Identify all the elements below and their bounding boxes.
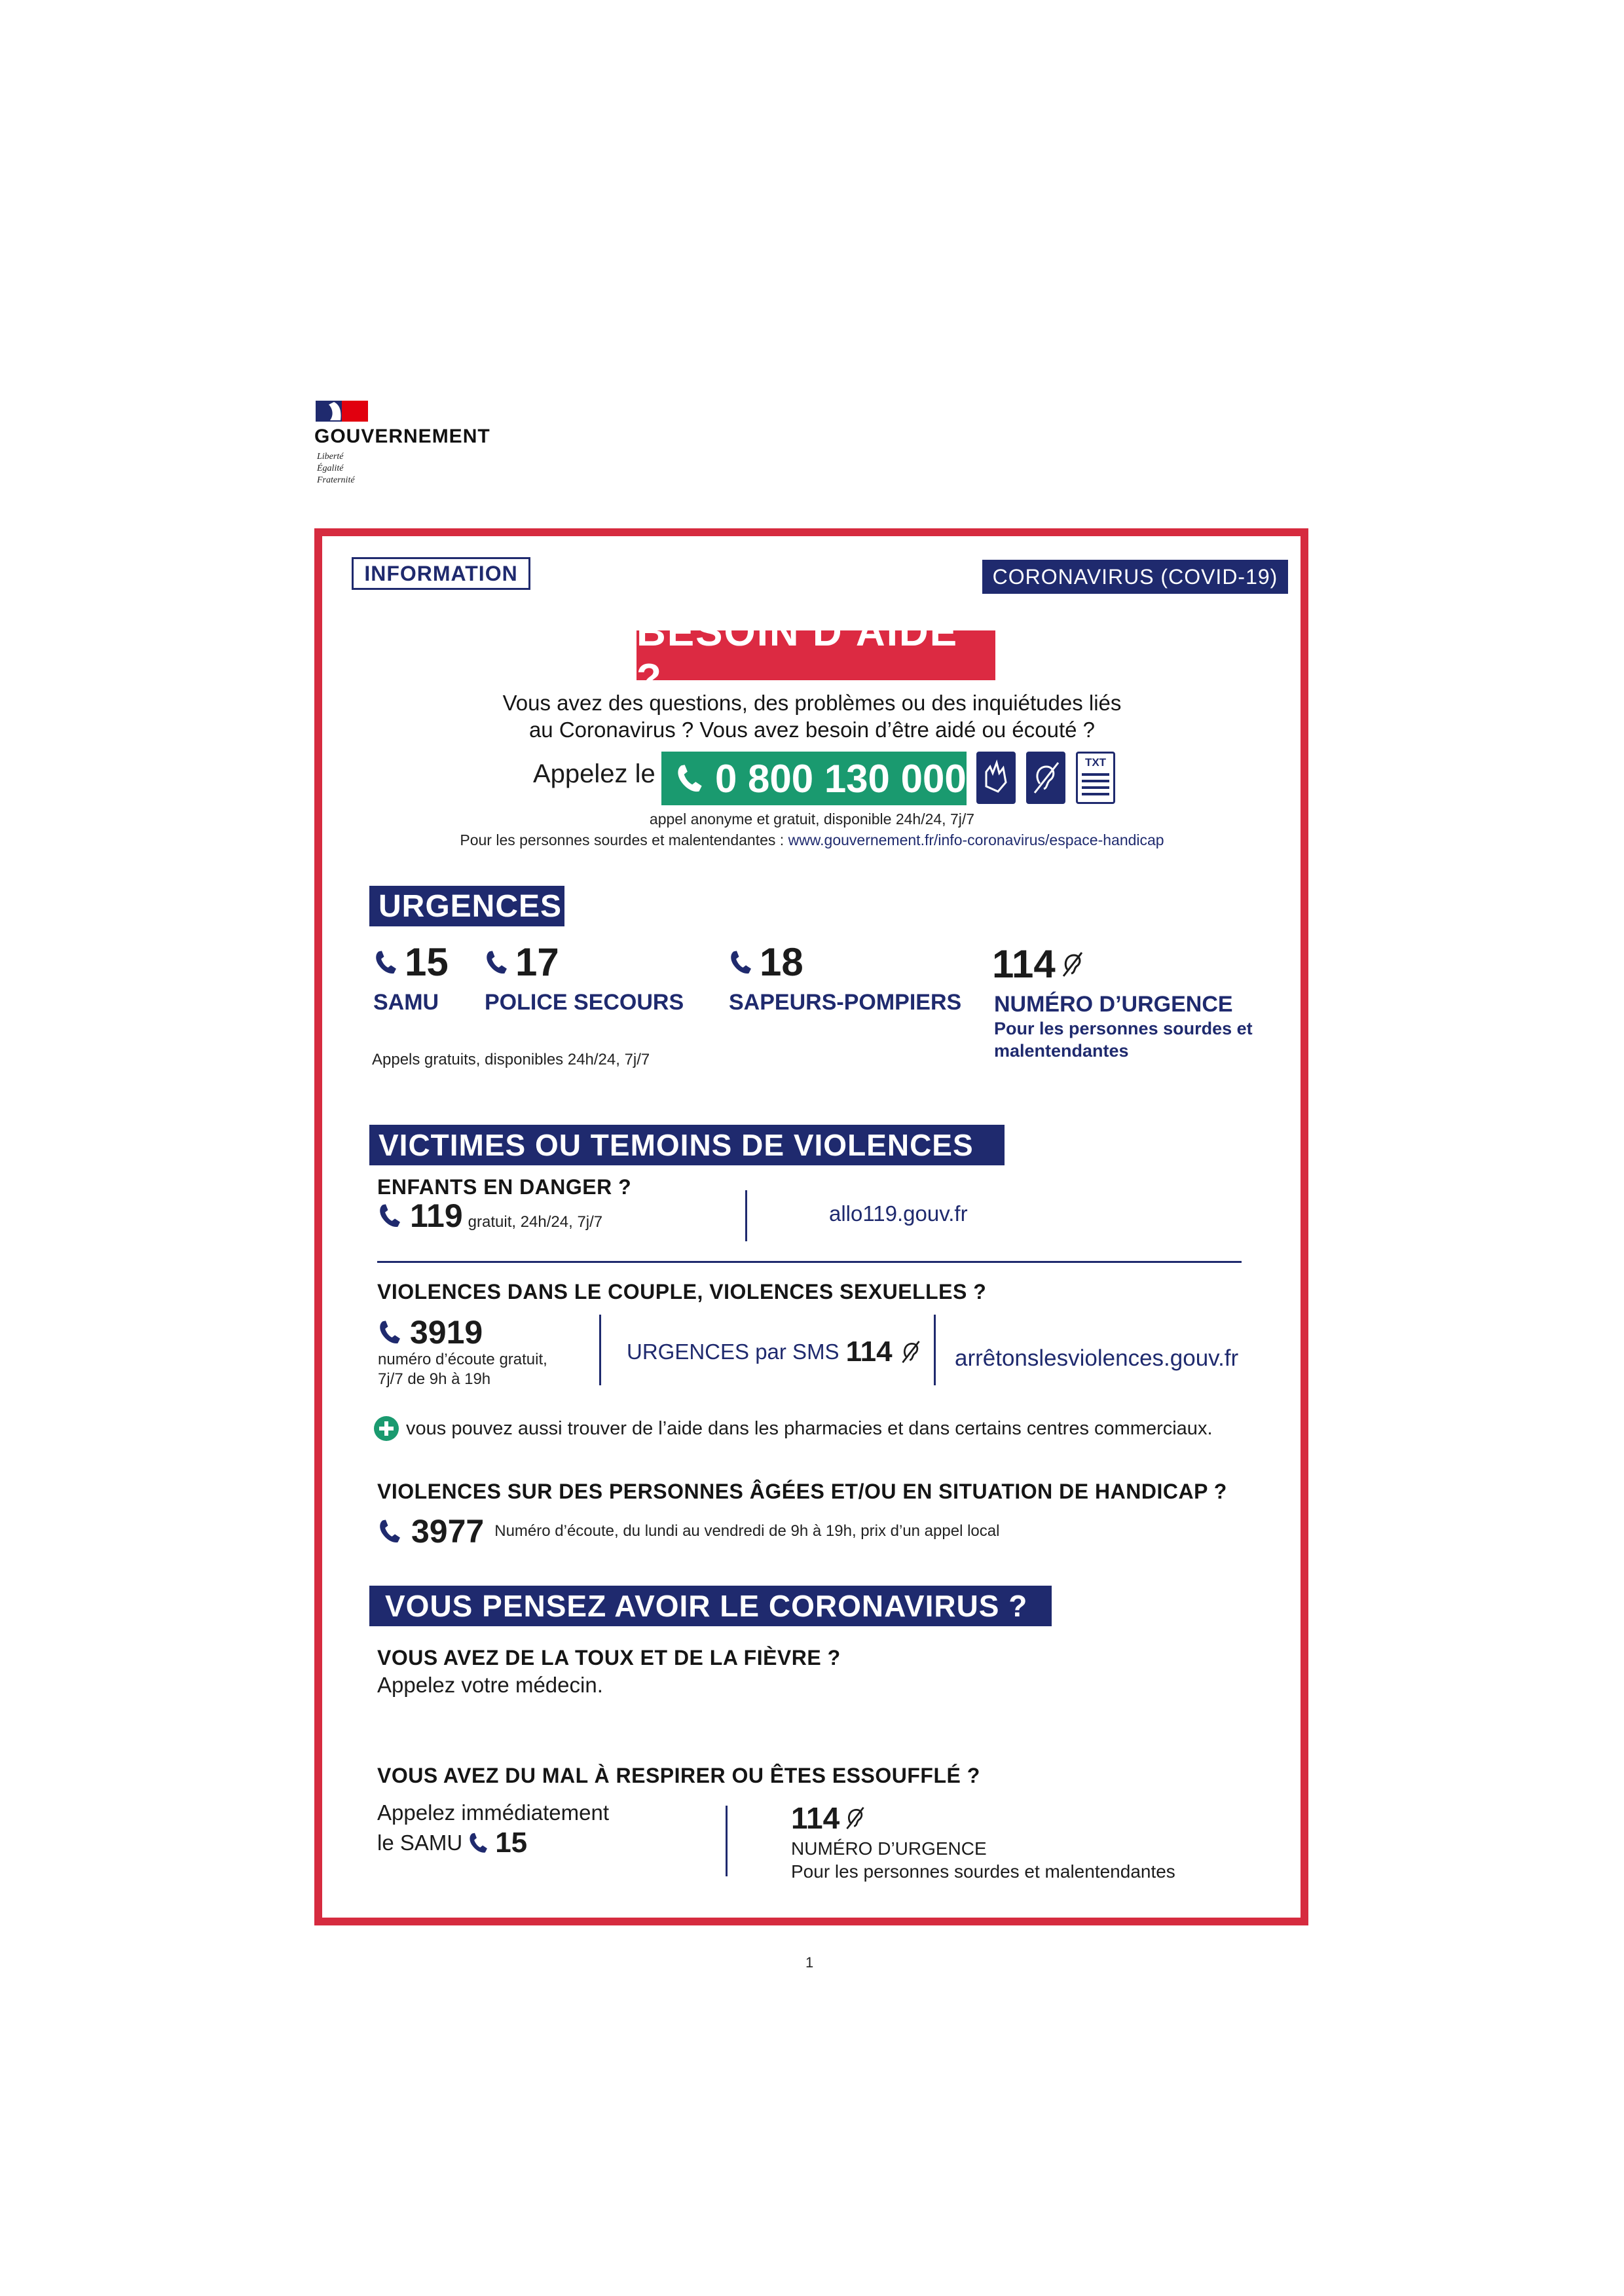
enfants-note: gratuit, 24h/24, 7j/7 bbox=[468, 1213, 603, 1231]
phone-icon bbox=[376, 1316, 405, 1349]
motto-liberte: Liberté bbox=[317, 452, 344, 462]
marianne-logo bbox=[316, 401, 368, 422]
respirer-114-label: NUMÉRO D’URGENCE bbox=[791, 1838, 987, 1859]
enfants-number: 119 bbox=[410, 1197, 463, 1234]
help-number-box[interactable] bbox=[661, 752, 967, 805]
sign-language-icon bbox=[976, 752, 1016, 804]
pompiers-number[interactable] bbox=[727, 939, 803, 985]
coronavirus-header: VOUS PENSEZ AVOIR LE CORONAVIRUS ? bbox=[369, 1586, 1052, 1626]
respirer-samu-number: 15 bbox=[495, 1827, 528, 1859]
toux-question: VOUS AVEZ DE LA TOUX ET DE LA FIÈVRE ? bbox=[377, 1646, 841, 1669]
respirer-114-sub: Pour les personnes sourdes et malentendantes bbox=[791, 1861, 1175, 1882]
couple-note bbox=[378, 1350, 547, 1389]
plus-note: vous pouvez aussi trouver de l’aide dans les pharmacies et dans certains centres commerciaux. bbox=[406, 1417, 1213, 1439]
sms-row[interactable] bbox=[627, 1336, 923, 1368]
ages-number-row[interactable] bbox=[376, 1512, 999, 1550]
sms-label: URGENCES par SMS bbox=[627, 1339, 840, 1364]
enfants-question: ENFANTS EN DANGER ? bbox=[377, 1175, 632, 1199]
logo-title: GOUVERNEMENT bbox=[314, 426, 490, 447]
plus-note-row bbox=[373, 1415, 1213, 1442]
enfants-number-row[interactable] bbox=[376, 1197, 602, 1235]
couple-number-row[interactable] bbox=[376, 1313, 483, 1351]
respirer-114-row[interactable] bbox=[791, 1800, 867, 1836]
deaf-info bbox=[367, 831, 1257, 849]
couple-note-line1: numéro d’écoute gratuit, bbox=[378, 1351, 547, 1368]
allo119-link[interactable]: allo119.gouv.fr bbox=[829, 1201, 968, 1226]
phone-icon bbox=[483, 946, 511, 979]
respirer-answer1: Appelez immédiatement bbox=[377, 1800, 610, 1825]
police-number-text: 17 bbox=[515, 940, 559, 984]
couple-question: VIOLENCES DANS LE COUPLE, VIOLENCES SEXUELLES ? bbox=[377, 1280, 987, 1303]
deaf-ear-icon bbox=[1060, 950, 1086, 979]
urgence-114-sub1: Pour les personnes sourdes et bbox=[994, 1019, 1253, 1038]
toux-answer: Appelez votre médecin. bbox=[377, 1673, 603, 1697]
txt-icon-label: TXT bbox=[1084, 756, 1107, 769]
divider bbox=[599, 1315, 601, 1385]
phone-icon bbox=[466, 1829, 491, 1857]
phone-icon bbox=[673, 761, 707, 795]
phone-icon bbox=[376, 1515, 405, 1548]
divider bbox=[934, 1315, 936, 1385]
motto-fraternite: Fraternité bbox=[317, 475, 355, 485]
ages-note: Numéro d’écoute, du lundi au vendredi de 9h à 19h, prix d’un appel local bbox=[494, 1522, 1000, 1540]
sms-number: 114 bbox=[845, 1336, 893, 1368]
motto-egalite: Égalité bbox=[317, 464, 344, 473]
information-tag: INFORMATION bbox=[352, 557, 530, 590]
plus-icon bbox=[373, 1415, 399, 1442]
police-number[interactable] bbox=[483, 939, 559, 985]
deaf-ear-icon bbox=[899, 1339, 923, 1365]
urgences-note: Appels gratuits, disponibles 24h/24, 7j/7 bbox=[372, 1051, 650, 1068]
covid-tag: CORONAVIRUS (COVID-19) bbox=[982, 560, 1288, 594]
page-number: 1 bbox=[805, 1954, 814, 1971]
urgence-114-sub2: malentendantes bbox=[994, 1041, 1129, 1061]
couple-number: 3919 bbox=[410, 1314, 483, 1351]
call-label: Appelez le bbox=[533, 759, 655, 788]
samu-number-text: 15 bbox=[405, 940, 449, 984]
samu-label: SAMU bbox=[373, 990, 439, 1015]
text-relay-icon bbox=[1076, 752, 1115, 804]
availability-text: appel anonyme et gratuit, disponible 24h/24, 7j/7 bbox=[649, 811, 975, 828]
deaf-ear-icon bbox=[843, 1805, 867, 1831]
besoin-aide-title: BESOIN D’AIDE ? bbox=[637, 630, 995, 680]
respirer-question: VOUS AVEZ DU MAL À RESPIRER OU ÊTES ESSOUFFLÉ ? bbox=[377, 1764, 980, 1787]
respirer-114-number: 114 bbox=[791, 1801, 840, 1835]
phone-icon bbox=[727, 946, 756, 979]
violences-header: VICTIMES OU TEMOINS DE VIOLENCES bbox=[369, 1125, 1005, 1165]
divider bbox=[745, 1190, 747, 1241]
police-label: POLICE SECOURS bbox=[485, 990, 684, 1015]
pompiers-number-text: 18 bbox=[760, 940, 803, 984]
urgences-header: URGENCES bbox=[369, 886, 564, 926]
help-intro bbox=[458, 689, 1166, 743]
separator bbox=[377, 1261, 1242, 1263]
divider bbox=[726, 1806, 728, 1876]
deaf-info-prefix: Pour les personnes sourdes et malentendantes : bbox=[460, 831, 788, 848]
couple-note-line2: 7j/7 de 9h à 19h bbox=[378, 1370, 491, 1388]
pompiers-label: SAPEURS-POMPIERS bbox=[729, 990, 962, 1015]
phone-icon bbox=[376, 1199, 405, 1232]
respirer-samu-row[interactable] bbox=[377, 1827, 527, 1859]
urgence-114-number[interactable] bbox=[992, 941, 1086, 987]
samu-number[interactable] bbox=[372, 939, 449, 985]
respirer-answer2: le SAMU bbox=[377, 1831, 463, 1855]
urgence-114-number-text: 114 bbox=[992, 942, 1056, 986]
hearing-impaired-icon bbox=[1026, 752, 1065, 804]
arretons-link[interactable]: arrêtonslesviolences.gouv.fr bbox=[955, 1345, 1239, 1371]
urgence-114-label: NUMÉRO D’URGENCE bbox=[994, 992, 1233, 1017]
ages-number: 3977 bbox=[411, 1513, 485, 1550]
handicap-link[interactable]: www.gouvernement.fr/info-coronavirus/espace-handicap bbox=[788, 831, 1164, 848]
help-intro-line2: au Coronavirus ? Vous avez besoin d’être aidé ou écouté ? bbox=[528, 718, 1096, 742]
help-number: 0 800 130 000 bbox=[715, 756, 967, 801]
help-intro-line1: Vous avez des questions, des problèmes ou des inquiétudes liés bbox=[502, 691, 1122, 715]
ages-question: VIOLENCES SUR DES PERSONNES ÂGÉES ET/OU EN SITUATION DE HANDICAP ? bbox=[377, 1480, 1227, 1503]
phone-icon bbox=[372, 946, 401, 979]
